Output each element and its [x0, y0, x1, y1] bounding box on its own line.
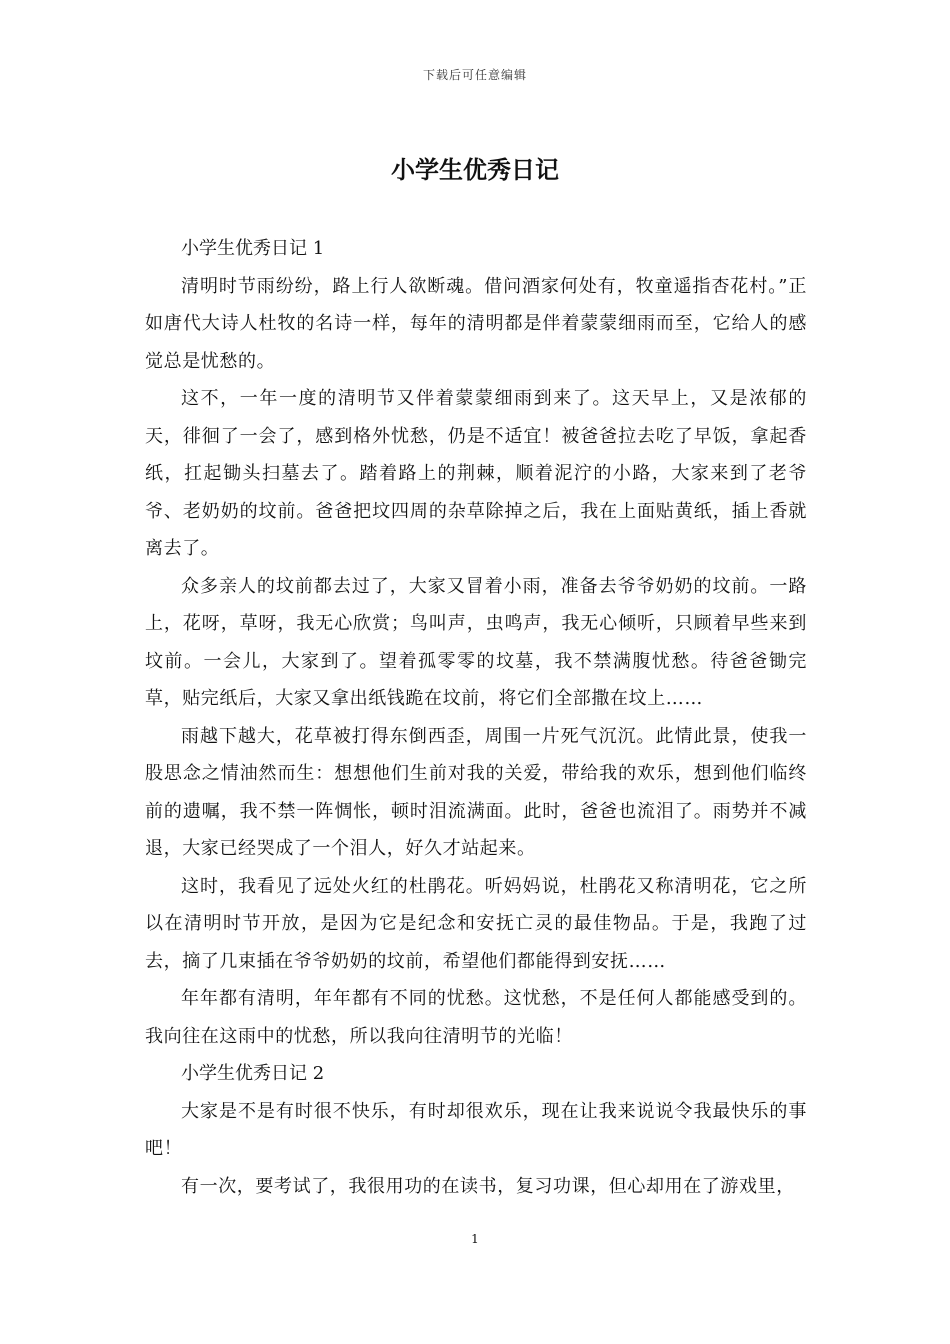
paragraph: 清明时节雨纷纷，路上行人欲断魂。借问酒家何处有，牧童遥指杏花村。”正如唐代大诗人杜牧的名诗一样，每年的清明都是伴着蒙蒙细雨而至，它给人的感觉总是忧愁的。 [145, 275, 807, 372]
paragraph: 年年都有清明，年年都有不同的忧愁。这忧愁，不是任何人都能感受到的。我向往在这雨中的忧愁，所以我向往清明节的光临！ [145, 988, 807, 1047]
paragraph: 雨越下越大，花草被打得东倒西歪，周围一片死气沉沉。此情此景，使我一股思念之情油然而生：想想他们生前对我的关爱，带给我的欢乐，想到他们临终前的遗嘱，我不禁一阵惆怅，顿时泪流满面。此时，爸爸也流泪了。雨势并不减退，大家已经哭成了一个泪人，好久才站起来。 [145, 725, 807, 859]
paragraph: 大家是不是有时很不快乐，有时却很欢乐，现在让我来说说令我最快乐的事吧！ [145, 1100, 807, 1159]
paragraph: 这不，一年一度的清明节又伴着蒙蒙细雨到来了。这天早上，又是浓郁的天，徘徊了一会了，感到格外忧愁，仍是不适宜！被爸爸拉去吃了早饭，拿起香纸，扛起锄头扫墓去了。踏着路上的荆棘，顺着泥泞的小路，大家来到了老爷爷、老奶奶的坟前。爸爸把坟四周的杂草除掉之后，我在上面贴黄纸，插上香就离去了。 [145, 388, 807, 559]
paragraph: 众多亲人的坟前都去过了，大家又冒着小雨，准备去爷爷奶奶的坟前。一路上，花呀，草呀，我无心欣赏；鸟叫声，虫鸣声，我无心倾听，只顾着早些来到坟前。一会儿，大家到了。望着孤零零的坟墓，我不禁满腹忧愁。待爸爸锄完草，贴完纸后，大家又拿出纸钱跪在坟前，将它们全部撒在坟上…… [145, 575, 807, 709]
document-body [145, 230, 807, 1205]
paragraph: 有一次，要考试了，我很用功的在读书，复习功课，但心却用在了游戏里， [181, 1175, 795, 1197]
page-number: 1 [471, 1232, 479, 1246]
header-note: 下载后可任意编辑 [422, 68, 527, 82]
section-heading-2: 小学生优秀日记 2 [181, 1063, 325, 1084]
section-heading-1: 小学生优秀日记 1 [181, 238, 325, 259]
document-title: 小学生优秀日记 [391, 155, 559, 184]
paragraph: 这时，我看见了远处火红的杜鹃花。听妈妈说，杜鹃花又称清明花，它之所以在清明时节开放，是因为它是纪念和安抚亡灵的最佳物品。于是，我跑了过去，摘了几束插在爷爷奶奶的坟前，希望他们都能得到安抚…… [145, 875, 807, 972]
